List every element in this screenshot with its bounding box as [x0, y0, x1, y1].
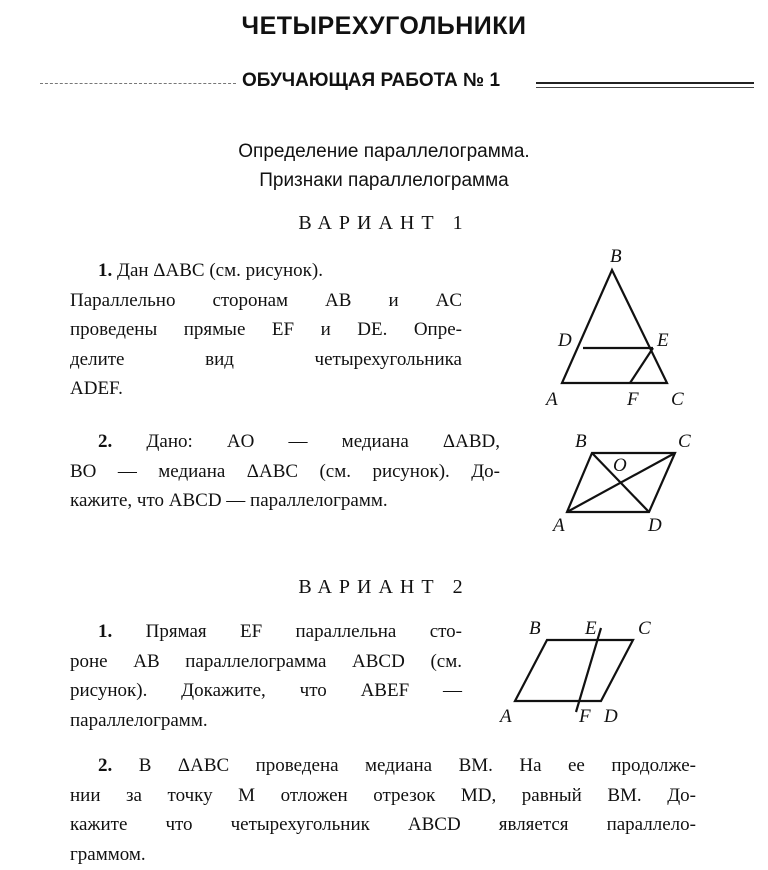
task-text: В ΔABC проведена медиана BM. На ее продолже- — [138, 755, 696, 776]
label-a: A — [546, 389, 558, 410]
label-a: A — [500, 706, 512, 727]
task-line: проведены прямые EF и DE. Опре- — [70, 319, 462, 340]
label-f: F — [627, 389, 639, 410]
label-b: B — [610, 246, 622, 267]
subtitle-row — [20, 70, 755, 96]
task-line — [70, 427, 500, 457]
work-subtitle: ОБУЧАЮЩАЯ РАБОТА № 1 — [242, 70, 501, 91]
label-b: B — [529, 618, 541, 639]
task-line — [70, 751, 696, 781]
label-f: F — [579, 706, 591, 727]
variant-1-task-2 — [70, 427, 500, 516]
label-c: C — [678, 431, 691, 452]
task-line: делите вид четырехугольника — [70, 348, 462, 370]
task-line: ADEF. — [70, 378, 123, 399]
variant-1-heading: ВАРИАНТ 1 — [298, 212, 470, 234]
parallelogram-abcd — [515, 640, 633, 701]
task-line — [70, 617, 462, 647]
topic-line-2: Признаки параллелограмма — [259, 170, 509, 191]
task-line: кажите, что ABCD — параллелограмм. — [70, 490, 388, 511]
task-text: Дан ΔABC (см. рисунок). — [117, 260, 323, 281]
task-line — [70, 256, 462, 286]
task-line: BO — медиана ΔABC (см. рисунок). До- — [70, 460, 500, 482]
label-d: D — [604, 706, 618, 727]
label-d: D — [648, 515, 662, 536]
label-e: E — [657, 330, 669, 351]
label-c: C — [638, 618, 651, 639]
task-number: 1. — [98, 621, 113, 642]
variant-2-heading: ВАРИАНТ 2 — [298, 576, 470, 598]
task-number: 1. — [98, 260, 113, 281]
topic-line-1: Определение параллелограмма. — [238, 141, 530, 162]
variant-1-task-1 — [70, 256, 462, 404]
variant-2-task-1 — [70, 617, 462, 735]
task-line: нии за точку M отложен отрезок MD, равный BM. До- — [70, 784, 696, 806]
subtitle-rule-left — [40, 83, 236, 84]
task-line: кажите что четырехугольник ABCD является параллело- — [70, 814, 696, 835]
label-o: O — [613, 455, 627, 476]
label-d: D — [558, 330, 572, 351]
task-text: Прямая EF параллельна сто- — [145, 621, 463, 642]
label-c: C — [671, 389, 684, 410]
figure-parallelogram-abcd-ef — [495, 612, 670, 730]
figure-parallelogram-abcd-diagonals — [545, 425, 710, 540]
label-a: A — [553, 515, 565, 536]
subtitle-rule-right-2 — [536, 87, 754, 88]
task-line: граммом. — [70, 843, 146, 865]
label-e: E — [585, 618, 597, 639]
task-line: параллелограмм. — [70, 709, 208, 731]
variant-2-task-2 — [70, 751, 696, 869]
page-title: ЧЕТЫРЕХУГОЛЬНИКИ — [241, 12, 527, 40]
task-line: Параллельно сторонам AB и AC — [70, 289, 462, 311]
figure-triangle-abc — [540, 240, 700, 415]
task-line: рисунок). Докажите, что ABEF — — [70, 680, 462, 701]
task-number: 2. — [98, 431, 113, 452]
task-number: 2. — [98, 755, 113, 776]
segment-ef — [630, 348, 653, 383]
task-text: Дано: AO — медиана ΔABD, — [146, 431, 501, 452]
task-line: роне AB параллелограмма ABCD (см. — [70, 650, 462, 672]
subtitle-rule-right — [536, 82, 754, 84]
label-b: B — [575, 431, 587, 452]
triangle-abc — [562, 270, 667, 383]
